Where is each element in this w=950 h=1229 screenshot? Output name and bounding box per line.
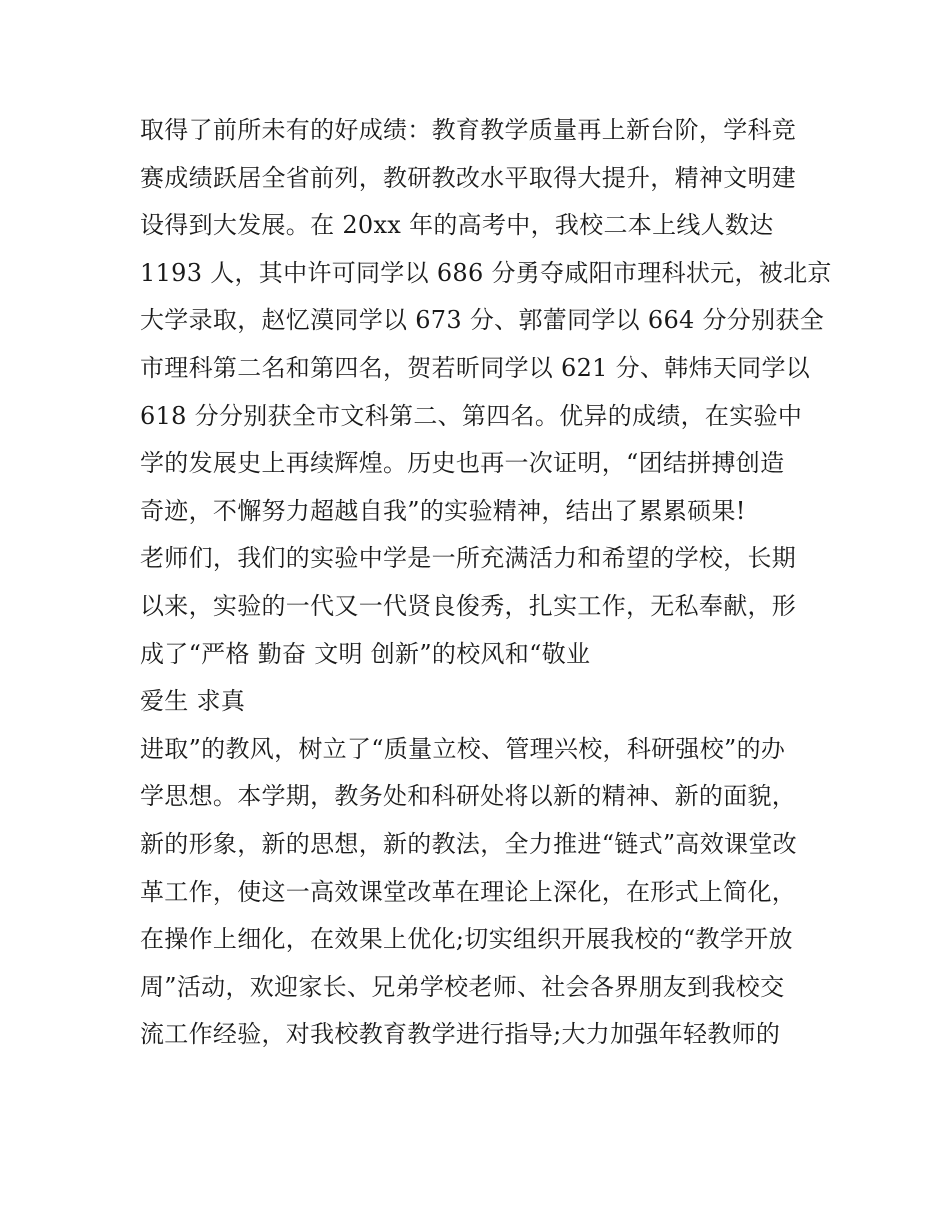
text-line: 618 分分别获全市文科第二、第四名。优异的成绩，在实验中	[140, 401, 803, 430]
text-line: 奇迹，不懈努力超越自我”的实验精神，结出了累累硕果!	[140, 496, 746, 525]
text-line: 大学录取，赵忆漠同学以 673 分、郭蕾同学以 664 分分别获全	[140, 306, 825, 335]
text-line: 在操作上细化，在效果上优化;切实组织开展我校的“教学开放	[140, 925, 793, 954]
text-line: 革工作，使这一高效课堂改革在理论上深化，在形式上简化，	[140, 877, 797, 906]
text-line: 赛成绩跃居全省前列，教研教改水平取得大提升，精神文明建	[140, 163, 797, 192]
text-line: 新的形象，新的思想，新的教法，全力推进“链式”高效课堂改	[140, 829, 797, 858]
body-text	[140, 107, 832, 1059]
text-line: 老师们，我们的实验中学是一所充满活力和希望的学校，长期	[140, 544, 797, 573]
text-line: 市理科第二名和第四名，贺若昕同学以 621 分、韩炜天同学以	[140, 353, 811, 382]
text-line: 取得了前所未有的好成绩：教育教学质量再上新台阶，学科竞	[140, 116, 797, 144]
text-line: 周”活动，欢迎家长、兄弟学校老师、社会各界朋友到我校交	[140, 972, 785, 1001]
text-line: 设得到大发展。在 20xx 年的高考中，我校二本上线人数达	[140, 211, 774, 240]
text-line: 以来，实验的一代又一代贤良俊秀，扎实工作，无私奉献，形	[140, 591, 797, 620]
text-line: 成了“严格 勤奋 文明 创新”的校风和“敬业	[140, 639, 591, 668]
text-line: 学的发展史上再续辉煌。历史也再一次证明，“团结拼搏创造	[140, 449, 785, 478]
text-line: 爱生 求真	[140, 687, 246, 716]
text-line: 进取”的教风，树立了“质量立校、管理兴校，科研强校”的办	[140, 734, 786, 763]
text-line: 学思想。本学期，教务处和科研处将以新的精神、新的面貌，	[140, 782, 797, 811]
text-line: 1193 人，其中许可同学以 686 分勇夺咸阳市理科状元，被北京	[140, 258, 832, 287]
text-line: 流工作经验，对我校教育教学进行指导;大力加强年轻教师的	[140, 1020, 781, 1049]
